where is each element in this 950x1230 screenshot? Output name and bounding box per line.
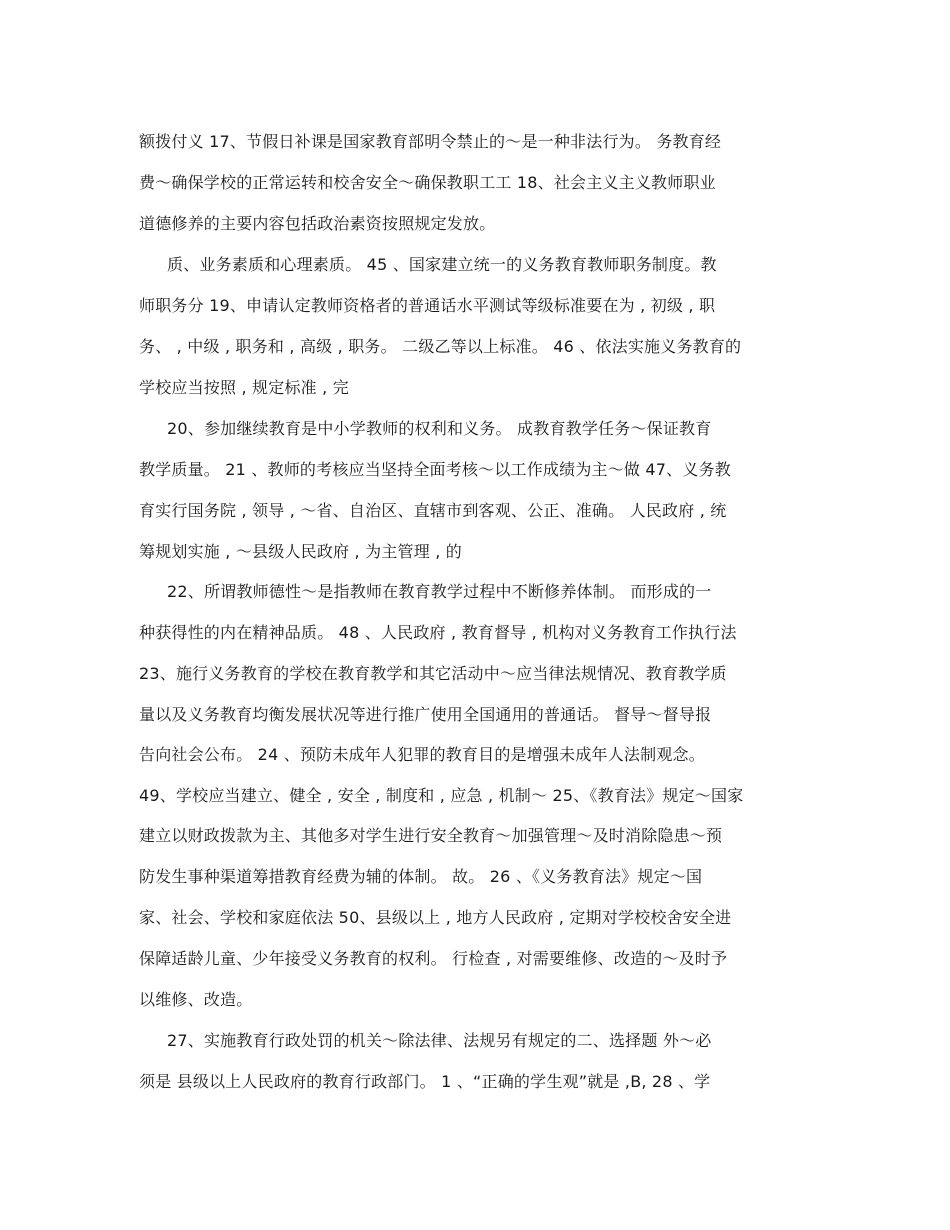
- text-line: 道德修养的主要内容包括政治素资按照规定发放。: [139, 214, 496, 233]
- text-line: 师职务分 19、申请认定教师资格者的普通话水平测试等级标准要在为 , 初级 , 职: [139, 296, 716, 315]
- text-line: 费～确保学校的正常运转和校舍安全～确保教职工工 18、社会主义主义教师职业: [139, 173, 716, 192]
- text-line: 筹规划实施 , ～县级人民政府 , 为主管理 , 的: [139, 542, 462, 561]
- text-line: 务、 , 中级 , 职务和 , 高级 , 职务。 二级乙等以上标准。 46 、依法实施义务教育的: [139, 337, 742, 356]
- text-line: 22、所谓教师德性～是指教师在教育教学过程中不断修养体制。 而形成的一: [167, 582, 712, 601]
- text-line: 20、参加继续教育是中小学教师的权利和义务。 成教育教学任务～保证教育: [167, 419, 712, 438]
- text-line: 以维修、改造。: [139, 990, 253, 1009]
- text-line: 额拨付义 17、节假日补课是国家教育部明令禁止的～是一种非法行为。 务教育经: [139, 132, 722, 151]
- text-line: 学校应当按照 , 规定标准 , 完: [139, 378, 349, 397]
- text-line: 教学质量。 21 、教师的考核应当坚持全面考核～以工作成绩为主～做 47、义务教: [139, 460, 731, 479]
- text-line: 量以及义务教育均衡发展状况等进行推广使用全国通用的普通话。 督导～督导报: [139, 705, 712, 724]
- text-line: 须是 县级以上人民政府的教育行政部门。 1 、“正确的学生观”就是 ,B, 28 、学: [139, 1072, 711, 1091]
- text-line: 告向社会公布。 24 、预防未成年人犯罪的教育目的是增强未成年人法制观念。: [139, 745, 705, 764]
- text-line: 种获得性的内在精神品质。 48 、人民政府 , 教育督导 , 机构对义务教育工作执行法: [139, 623, 737, 642]
- text-line: 49、学校应当建立、健全 , 安全 , 制度和 , 应急 , 机制～ 25、《教育法》规定～国家: [139, 786, 744, 805]
- text-line: 防发生事种渠道筹措教育经费为辅的体制。 故。 26 、《义务教育法》规定～国: [139, 867, 703, 886]
- text-line: 建立以财政拨款为主、其他多对学生进行安全教育～加强管理～及时消除隐患～预: [139, 826, 723, 845]
- text-line: 27、实施教育行政处罚的机关～除法律、法规另有规定的二、选择题 外～必: [167, 1031, 712, 1050]
- text-line: 家、社会、学校和家庭依法 50、县级以上 , 地方人民政府 , 定期对学校校舍安全进: [139, 908, 732, 927]
- text-line: 育实行国务院 , 领导 , ～省、自治区、直辖市到客观、公正、准确。 人民政府 , 统: [139, 501, 727, 520]
- text-line: 质、业务素质和心理素质。 45 、国家建立统一的义务教育教师职务制度。教: [167, 255, 717, 274]
- text-line: 保障适龄儿童、少年接受义务教育的权利。 行检查 , 对需要维修、改造的～及时予: [139, 949, 728, 968]
- text-line: 23、施行义务教育的学校在教育教学和其它活动中～应当律法规情况、教育教学质: [139, 664, 727, 683]
